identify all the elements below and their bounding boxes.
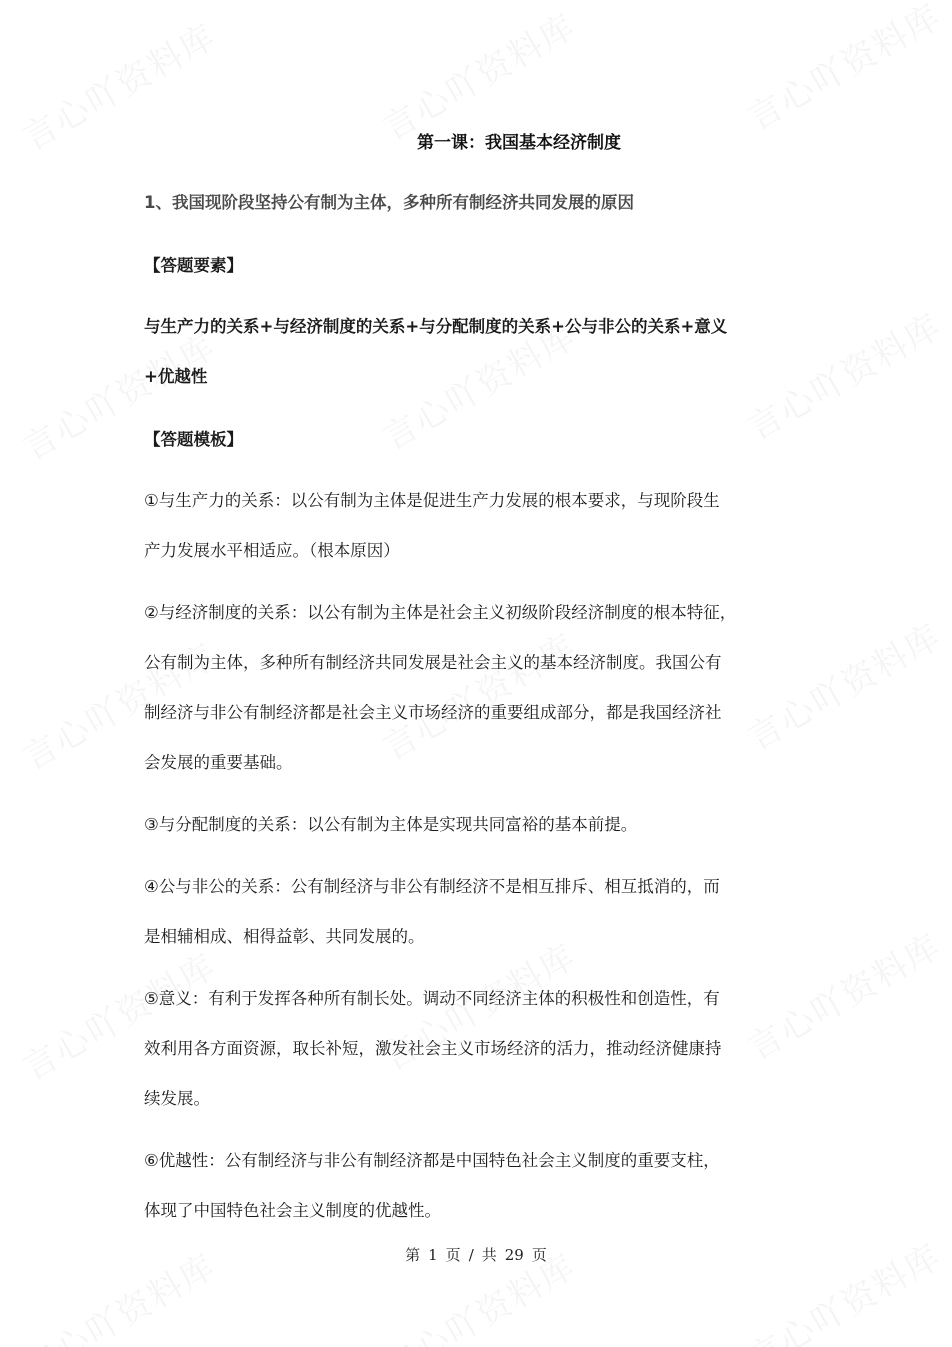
watermark [737, 299, 949, 449]
paragraph-2-line-3: 制经济与非公有制经济都是社会主义市场经济的重要组成部分，都是我国经济社 [144, 703, 722, 722]
paragraph-4-line-1: ④公与非公的关系：公有制经济与非公有制经济不是相互排斥、相互抵消的，而 [144, 877, 720, 896]
question-heading: 1、我国现阶段坚持公有制为主体，多种所有制经济共同发展的原因 [144, 193, 634, 212]
paragraph-4-line-2: 是相辅相成、相得益彰、共同发展的。 [144, 927, 425, 946]
footer-separator: / [468, 1246, 474, 1264]
paragraph-5-line-3: 续发展。 [144, 1089, 210, 1108]
page-footer [0, 1244, 952, 1265]
paragraph-5-line-1: ⑤意义：有利于发挥各种所有制长处。调动不同经济主体的积极性和创造性，有 [144, 989, 720, 1008]
watermark [737, 919, 949, 1069]
watermark [12, 939, 224, 1089]
paragraph-5-line-2: 效利用各方面资源，取长补短，激发社会主义市场经济的活力，推动经济健康持 [144, 1039, 722, 1058]
paragraph-2-line-2: 公有制为主体，多种所有制经济共同发展是社会主义的基本经济制度。我国公有 [144, 653, 722, 672]
footer-total-prefix: 共 [481, 1246, 497, 1264]
paragraph-6-line-2: 体现了中国特色社会主义制度的优越性。 [144, 1201, 441, 1220]
elements-line-2: +优越性 [144, 367, 208, 386]
elements-heading: 【答题要素】 [144, 256, 243, 275]
paragraph-1-line-2: 产力发展水平相适应。（根本原因） [144, 541, 400, 560]
footer-page-number: 1 [428, 1246, 438, 1264]
template-heading: 【答题模板】 [144, 430, 243, 449]
footer-total-unit: 页 [531, 1246, 547, 1264]
paragraph-6-line-1: ⑥优越性：公有制经济与非公有制经济都是中国特色社会主义制度的重要支柱， [144, 1151, 720, 1170]
footer-total-pages: 29 [504, 1246, 524, 1264]
paragraph-2-line-1: ②与经济制度的关系：以公有制为主体是社会主义初级阶段经济制度的根本特征， [144, 603, 737, 622]
watermark [737, 609, 949, 759]
watermark [737, 0, 949, 140]
footer-page-unit: 页 [445, 1246, 461, 1264]
watermark [372, 619, 584, 769]
footer-prefix: 第 [405, 1246, 421, 1264]
document-title: 第一课：我国基本经济制度 [417, 133, 621, 153]
paragraph-3-line-1: ③与分配制度的关系：以公有制为主体是实现共同富裕的基本前提。 [144, 815, 638, 834]
paragraph-1-line-1: ①与生产力的关系：以公有制为主体是促进生产力发展的根本要求，与现阶段生 [144, 491, 720, 510]
paragraph-2-line-4: 会发展的重要基础。 [144, 753, 293, 772]
elements-line-1: 与生产力的关系+与经济制度的关系+与分配制度的关系+公与非公的关系+意义 [144, 317, 728, 336]
